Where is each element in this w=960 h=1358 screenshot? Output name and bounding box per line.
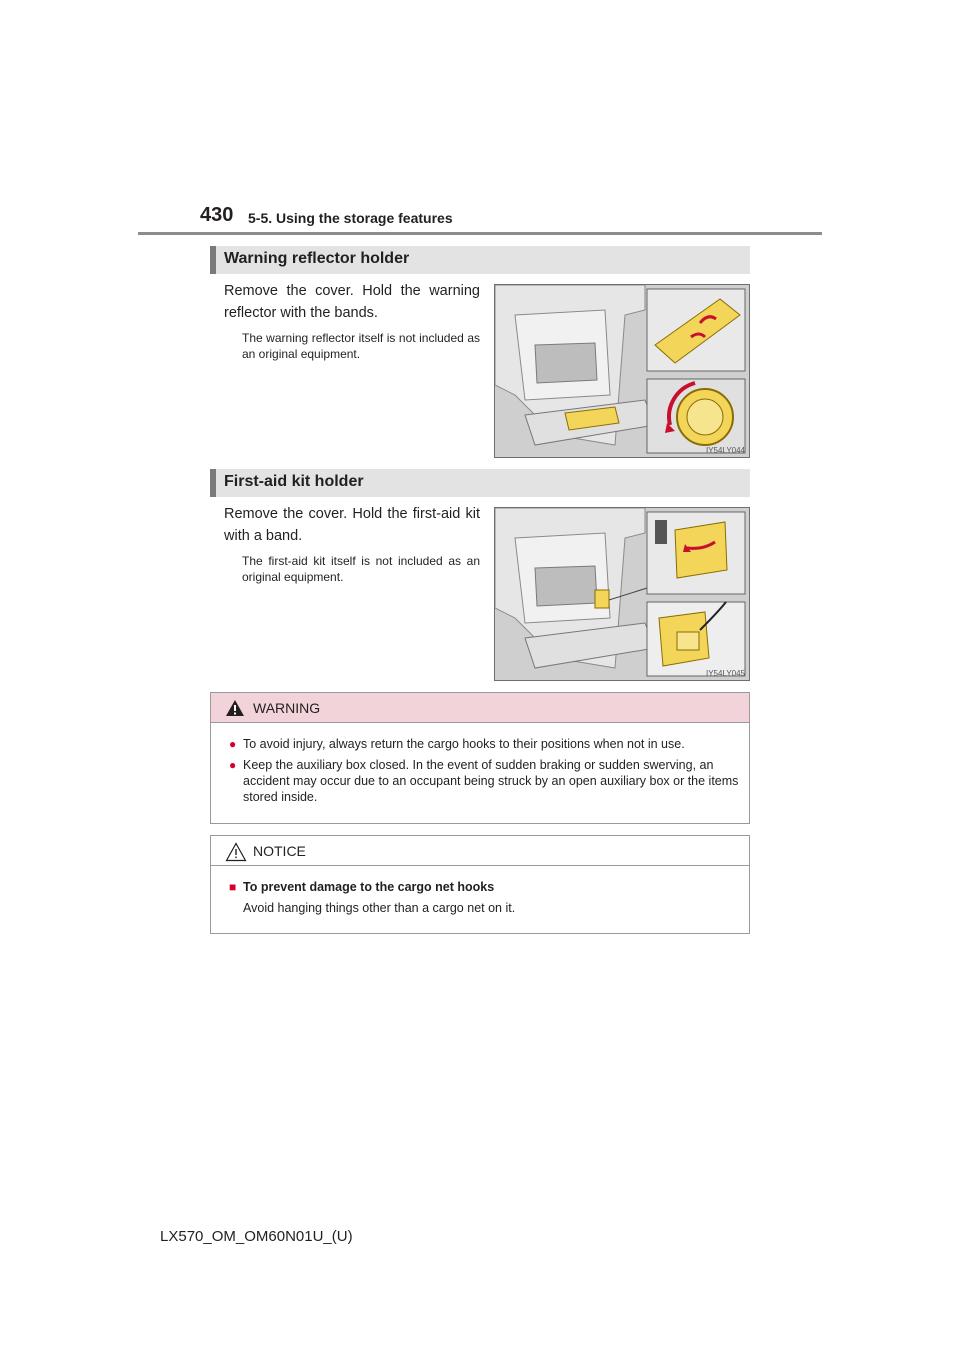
heading-text: First-aid kit holder [224, 473, 364, 490]
instruction-text: Remove the cover. Hold the first-aid kit with a band. [224, 506, 480, 544]
warning-header [211, 693, 749, 723]
header-divider [138, 232, 822, 235]
heading-first-aid-kit-holder [210, 469, 750, 497]
notice-box [210, 835, 750, 934]
note-text: The first-aid kit itself is not included as an original equipment. [242, 554, 480, 584]
bullet-icon: ● [229, 737, 237, 751]
bullet-icon: ● [229, 758, 237, 772]
caution-triangle-icon [225, 842, 247, 862]
section-title: 5-5. Using the storage features [248, 210, 453, 226]
warning-box [210, 692, 750, 824]
notice-header [211, 836, 749, 866]
illustration-warning-reflector [494, 284, 750, 458]
heading-warning-reflector-holder [210, 246, 750, 274]
warning-label: WARNING [253, 700, 321, 716]
instruction-text: Remove the cover. Hold the warning reflector with the bands. [224, 283, 480, 321]
warning-item: ● To avoid injury, always return the cargo hooks to their positions when not in use. [229, 737, 685, 751]
figure-code: IY54LY044 [706, 446, 745, 455]
notice-subheading: ■ To prevent damage to the cargo net hooks [229, 880, 495, 894]
illustration-first-aid-kit [494, 507, 750, 681]
warning-item: ● Keep the auxiliary box closed. In the event of sudden braking or sudden swerving, an accident may occur due to an occupant being struck by an open auxiliary box or the items stored inside. [229, 758, 739, 804]
page-number: 430 [200, 204, 234, 226]
figure-code: IY54LY045 [706, 669, 745, 678]
notice-text: Avoid hanging things other than a cargo net on it. [243, 901, 516, 915]
heading-text: Warning reflector holder [224, 250, 410, 267]
note-text: The warning reflector itself is not included as an original equipment. [242, 331, 480, 361]
notice-label: NOTICE [253, 843, 306, 859]
warning-triangle-icon [225, 699, 245, 717]
document-code: LX570_OM_OM60N01U_(U) [160, 1228, 353, 1245]
square-bullet-icon: ■ [229, 880, 237, 894]
